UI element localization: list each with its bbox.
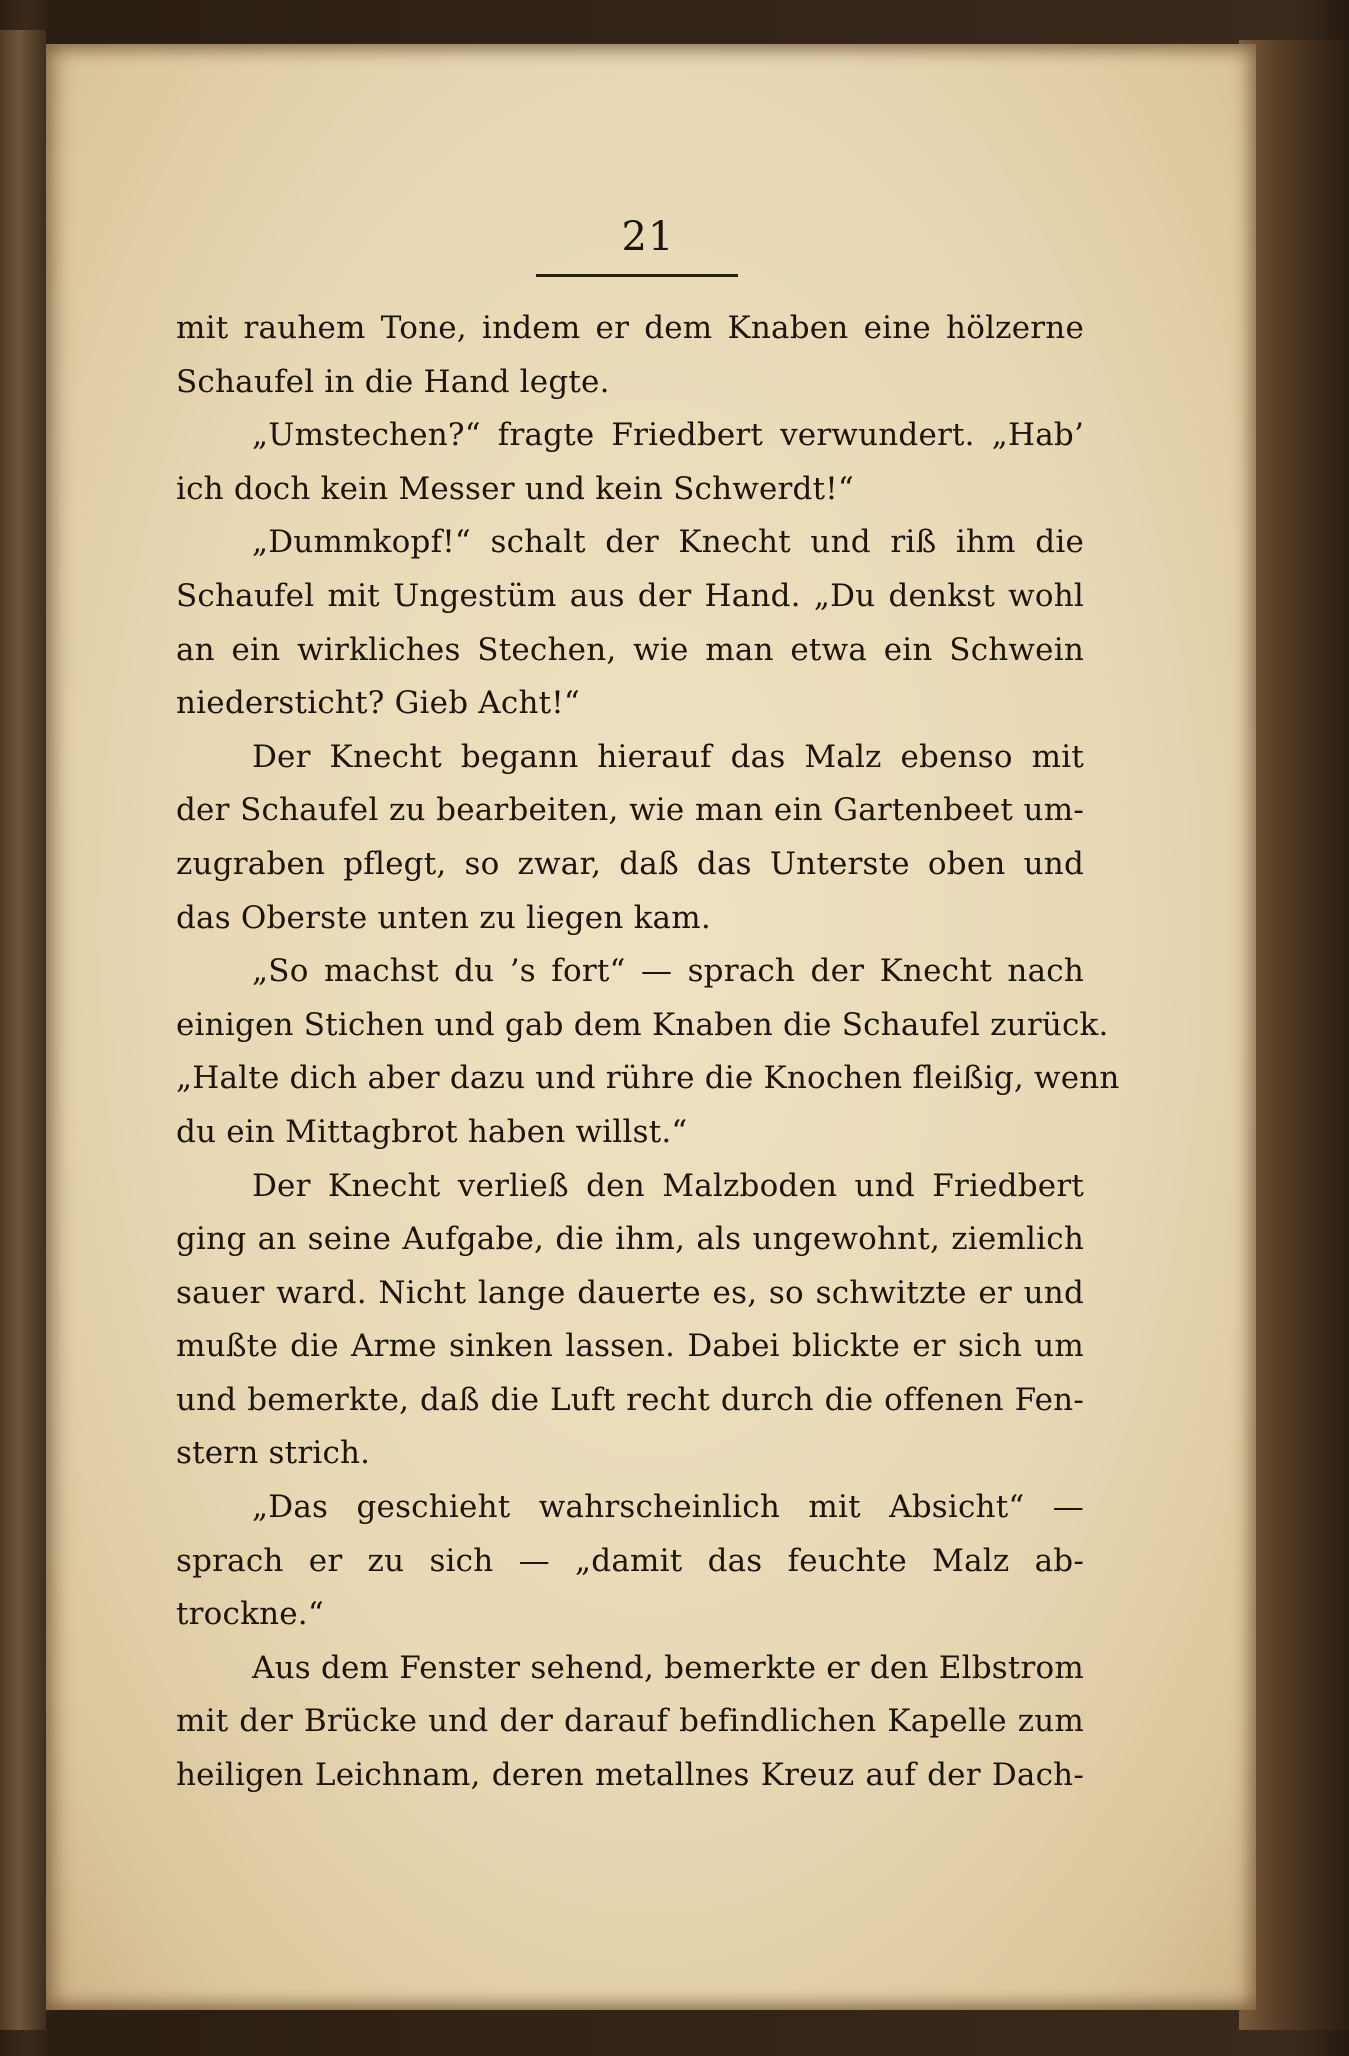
text-line: ich doch kein Messer und kein Schwerdt!“ [176, 470, 854, 507]
text-line: „Halte dich aber dazu und rühre die Knochen fleißig, wenn [176, 1060, 1120, 1097]
book-binding [0, 30, 48, 2030]
text-line: niedersticht? Gieb Acht!“ [176, 685, 580, 722]
text-line: Aus dem Fenster sehend, bemerkte er den Elbstrom [252, 1649, 1084, 1686]
text-line: ging an seine Aufgabe, die ihm, als ungewohnt, ziemlich [176, 1221, 1084, 1258]
header-rule [536, 274, 738, 277]
text-line: trockne.“ [176, 1596, 324, 1633]
page-number: 21 [621, 214, 675, 260]
text-line: „So machst du ’s fort“ — sprach der Knecht nach [252, 953, 1084, 990]
text-line: einigen Stichen und gab dem Knaben die Schaufel zurück. [176, 1006, 1109, 1043]
text-line: heiligen Leichnam, deren metallnes Kreuz auf der Dach- [176, 1757, 1084, 1794]
text-line: zugraben pflegt, so zwar, daß das Unterste oben und [176, 845, 1084, 882]
text-line: Der Knecht verließ den Malzboden und Friedbert [252, 1167, 1084, 1204]
text-line: „Umstechen?“ fragte Friedbert verwundert. „Hab’ [252, 417, 1084, 454]
text-line: Schaufel mit Ungestüm aus der Hand. „Du denkst wohl [176, 577, 1084, 614]
text-line: Der Knecht begann hierauf das Malz ebenso mit [252, 738, 1084, 775]
text-line: „Das geschieht wahrscheinlich mit Absicht“ — [252, 1489, 1084, 1526]
text-line: mit der Brücke und der darauf befindlichen Kapelle zum [176, 1703, 1084, 1740]
text-line: mußte die Arme sinken lassen. Dabei blickte er sich um [176, 1328, 1084, 1365]
text-line: sauer ward. Nicht lange dauerte es, so schwitzte er und [176, 1274, 1084, 1311]
text-line: mit rauhem Tone, indem er dem Knaben eine hölzerne [176, 310, 1084, 346]
text-line: und bemerkte, daß die Luft recht durch die offenen Fen- [176, 1381, 1084, 1418]
text-line: das Oberste unten zu liegen kam. [176, 899, 711, 936]
text-line: Schaufel in die Hand legte. [176, 363, 610, 400]
text-line: sprach er zu sich — „damit das feuchte Malz ab- [176, 1542, 1084, 1579]
text-line: an ein wirkliches Stechen, wie man etwa ein Schwein [176, 631, 1084, 668]
book-page [46, 44, 1256, 2010]
text-line: stern strich. [176, 1435, 371, 1472]
text-line: der Schaufel zu bearbeiten, wie man ein Gartenbeet um- [176, 792, 1084, 829]
text-line: „Dummkopf!“ schalt der Knecht und riß ihm die [252, 524, 1084, 561]
page-text [176, 302, 1120, 1803]
text-line: du ein Mittagbrot haben willst.“ [176, 1113, 688, 1150]
